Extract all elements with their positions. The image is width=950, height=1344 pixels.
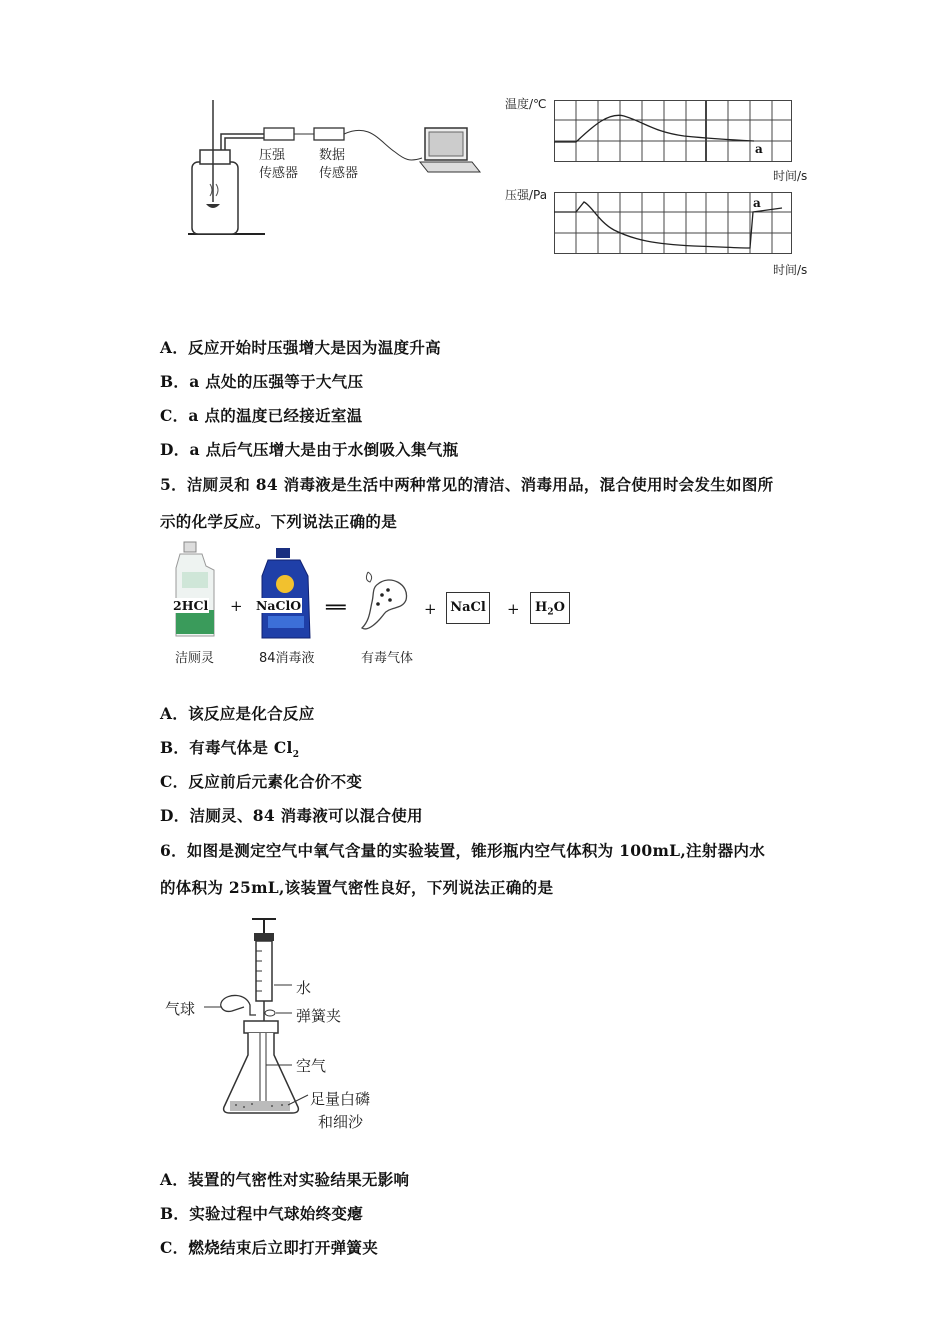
point-a-temp: a <box>755 142 763 156</box>
q4-option-a: A．反应开始时压强增大是因为温度升高 <box>160 338 441 357</box>
temp-axis-label: 温度/℃ <box>505 97 547 111</box>
plus-sign-1: + <box>230 597 243 615</box>
naclo-formula: NaClO <box>256 598 302 613</box>
q5-stem-line2: 示的化学反应。下列说法正确的是 <box>160 512 398 531</box>
disinfectant-bottle-icon <box>256 548 316 640</box>
o-symbol: O <box>553 600 565 615</box>
disinfectant-name: 84消毒液 <box>259 651 315 666</box>
time-axis-label-2: 时间/s <box>773 263 808 277</box>
q5-option-c: C．反应前后元素化合价不变 <box>160 772 363 791</box>
pressure-axis-label: 压强/Pa <box>505 188 548 202</box>
point-a-pressure: a <box>753 196 761 210</box>
clamp-label: 弹簧夹 <box>296 1007 342 1025</box>
q6-option-b: B．实验过程中气球始终变瘪 <box>160 1204 364 1223</box>
sand-label: 和细沙 <box>318 1113 364 1131</box>
h-subscript: 2 <box>547 607 554 618</box>
plus-sign-2: + <box>424 600 437 618</box>
data-sensor-label: 数据 传感器 <box>319 148 359 181</box>
q5-option-b <box>160 736 299 760</box>
cleaner-name: 洁厕灵 <box>175 651 215 666</box>
balloon-label: 气球 <box>165 1000 196 1018</box>
q5-option-b-subscript: 2 <box>292 750 300 761</box>
q5-option-d: D．洁厕灵、84 消毒液可以混合使用 <box>160 806 423 825</box>
q5-option-a: A．该反应是化合反应 <box>160 704 315 723</box>
nacl-text: NaCl <box>450 600 486 615</box>
hcl-formula: 2HCl <box>173 598 209 613</box>
pressure-sensor-label: 压强 传感器 <box>259 148 299 181</box>
air-label: 空气 <box>296 1057 327 1075</box>
q4-option-b: B．a 点处的压强等于大气压 <box>160 372 364 391</box>
q5-option-b-text: B．有毒气体是 Cl <box>160 738 293 757</box>
q6-option-c: C．燃烧结束后立即打开弹簧夹 <box>160 1238 379 1257</box>
toxic-gas-name: 有毒气体 <box>361 651 414 666</box>
time-axis-label-1: 时间/s <box>773 169 808 183</box>
q6-option-a: A．装置的气密性对实验结果无影响 <box>160 1170 410 1189</box>
plus-sign-3: + <box>507 600 520 618</box>
q4-option-d: D．a 点后气压增大是由于水倒吸入集气瓶 <box>160 440 459 459</box>
q4-option-c: C．a 点的温度已经接近室温 <box>160 406 363 425</box>
water-product-box <box>530 592 570 624</box>
h-symbol: H <box>535 600 548 615</box>
cleaner-bottle-icon <box>172 540 218 640</box>
phosphorus-label: 足量白磷 <box>310 1090 371 1108</box>
nacl-product-box <box>446 592 490 624</box>
equals-sign: ═ <box>326 595 346 619</box>
toxic-gas-icon <box>356 562 416 634</box>
q6-stem-line2: 的体积为 25mL,该装置气密性良好，下列说法正确的是 <box>160 878 554 897</box>
q6-stem-line1: 6．如图是测定空气中氧气含量的实验装置，锥形瓶内空气体积为 100mL,注射器内水 <box>160 841 766 860</box>
q5-stem-line1: 5．洁厕灵和 84 消毒液是生活中两种常见的清洁、消毒用品，混合使用时会发生如图所 <box>160 475 774 494</box>
water-label: 水 <box>296 979 312 997</box>
